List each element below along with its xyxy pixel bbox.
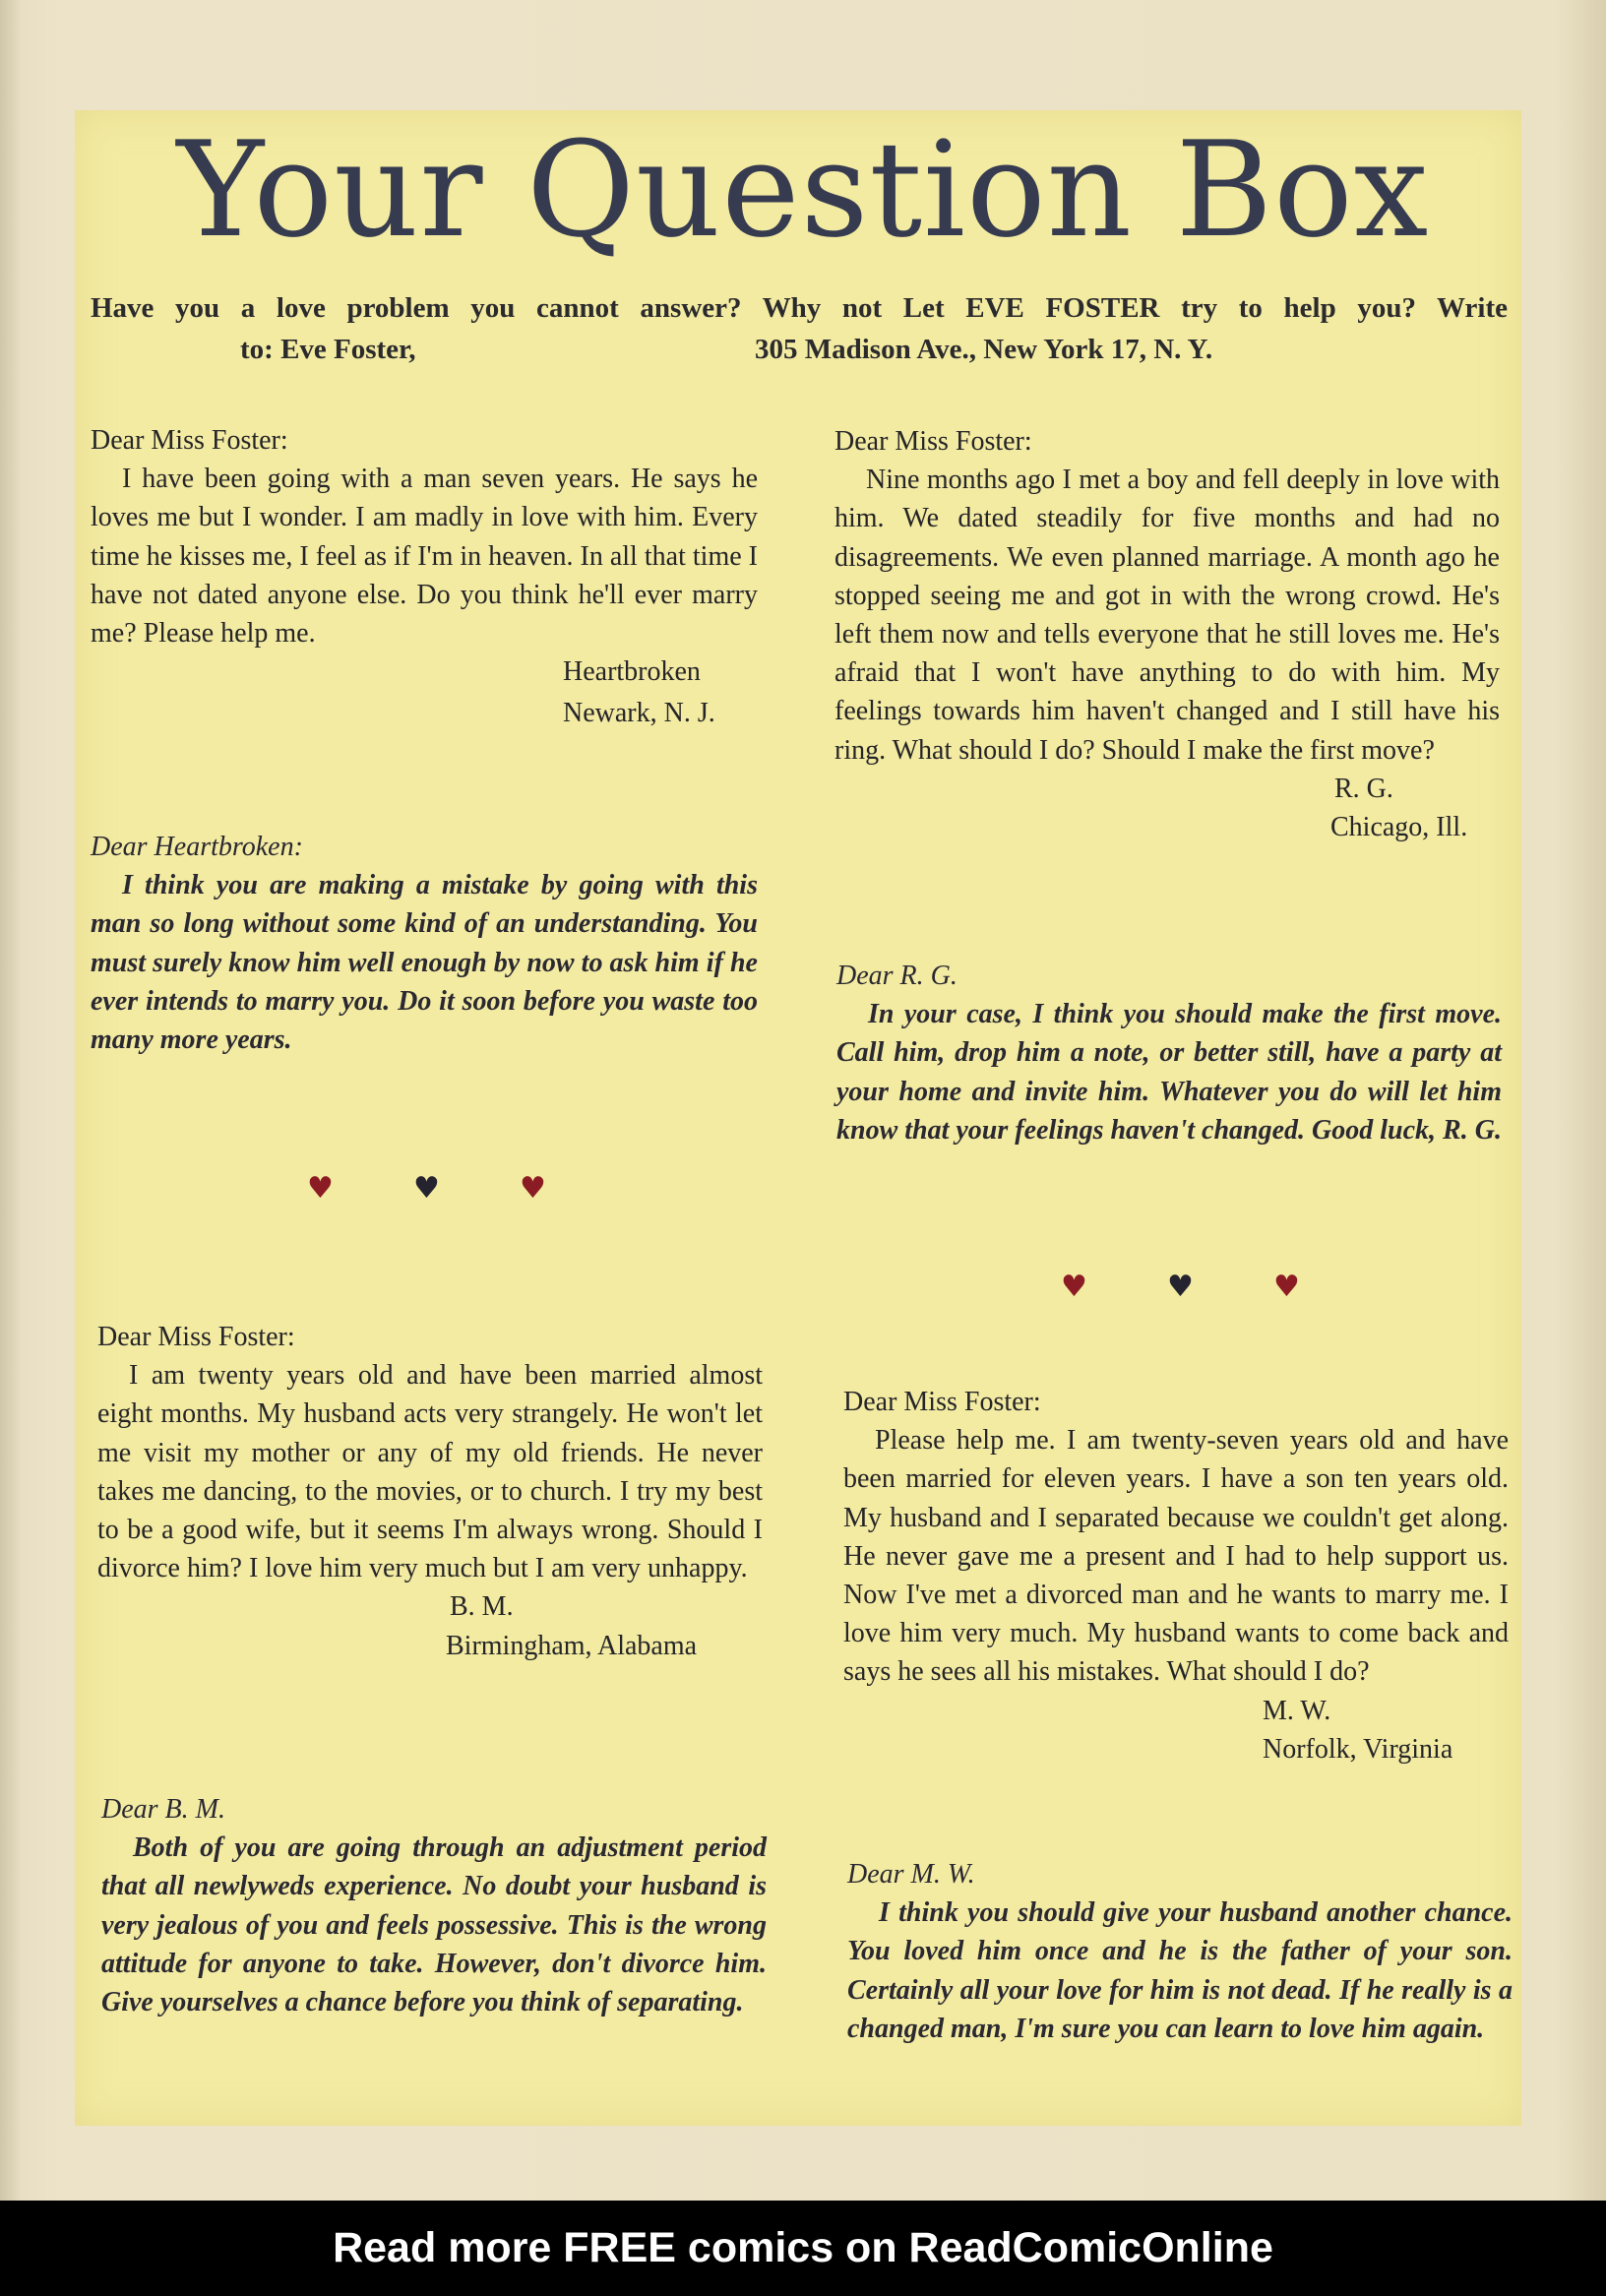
reply-body: In your case, I think you should make the first move. Call him, drop him a note, or better still, have a party at your home and invite him. Whatever you do will let him know that your feelings haven't changed. Good luck, R. G.	[836, 999, 1502, 1146]
letter-location: Chicago, Ill.	[1330, 812, 1468, 843]
reply-body: I think you are making a mistake by going with this man so long without some kind of an understanding. You must surely know him well enough by now to ask him if he ever intends to marry you. Do it soon before you waste too many more years.	[91, 870, 758, 1056]
heart-icon: ♥	[307, 1171, 334, 1206]
letter-body: I have been going with a man seven years. He says he loves me but I wonder. I am madly in love with him. Every time he kisses me, I feel as if I'm in heaven. In all that time I have not dated anyone else. Do you think he'll ever marry me? Please help me.	[91, 464, 758, 650]
letter-signature: M. W.	[1263, 1695, 1331, 1726]
intro-to: to: Eve Foster,	[240, 334, 416, 365]
footer-banner[interactable]: Read more FREE comics on ReadComicOnline	[0, 2201, 1606, 2296]
reply-mw	[847, 1855, 1513, 2048]
letter-greeting: Dear Miss Foster:	[834, 426, 1032, 457]
reply-greeting: Dear M. W.	[847, 1859, 975, 1890]
letter-location: Norfolk, Virginia	[1263, 1733, 1453, 1765]
reply-body: I think you should give your husband another chance. You loved him once and he is the father of your son. Certainly all your love for him is not dead. If he really is a changed man, I'm sure you can learn to love him again.	[847, 1897, 1513, 2044]
letter-body: Nine months ago I met a boy and fell deeply in love with him. We dated steadily for five months and had no disagreements. We even planned marriage. A month ago he stopped seeing me and got in with the wrong crowd. He's left them now and tells everyone that he still loves me. He's afraid that I won't have anything to do with him. My feelings towards him haven't changed and I still have his ring. What should I do? Should I make the first move?	[834, 465, 1500, 766]
heart-icon: ♥	[1273, 1270, 1300, 1304]
reply-body: Both of you are going through an adjustment period that all newlyweds experience. No doubt your husband is very jealous of you and feels possessive. This is the wrong attitude for anyone to take. However, don't divorce him. Give yourselves a chance before you think of separating.	[101, 1832, 767, 2018]
letter-signature: Heartbroken	[563, 656, 701, 688]
intro-address: 305 Madison Ave., New York 17, N. Y.	[755, 334, 1213, 365]
letter-bm	[97, 1318, 763, 1665]
reply-heartbroken	[91, 828, 758, 1059]
intro-text	[91, 287, 1508, 370]
letter-rg	[834, 422, 1500, 846]
letter-heartbroken	[91, 421, 758, 733]
letter-body: I am twenty years old and have been married almost eight months. My husband acts very strangely. He won't let me visit my mother or any of my old friends. He never takes me dancing, to the movies, or to church. I try my best to be a good wife, but it seems I'm always wrong. Should I divorce him? I love him very much but I am very unhappy.	[97, 1360, 763, 1584]
heart-icon: ♥	[413, 1171, 440, 1206]
intro-address-line	[91, 329, 1508, 370]
reply-bm	[101, 1790, 767, 2021]
letter-mw	[843, 1383, 1509, 1769]
letter-location: Newark, N. J.	[563, 698, 715, 729]
letter-greeting: Dear Miss Foster:	[843, 1387, 1041, 1417]
letter-body: Please help me. I am twenty-seven years old and have been married for eleven years. I have a son ten years old. My husband and I separated because we couldn't get along. He never gave me a present and I had to help support us. Now I've met a divorced man and he wants to marry me. I love him very much. My husband wants to come back and says he sees all his mistakes. What should I do?	[843, 1425, 1509, 1688]
letter-signature: R. G.	[1334, 773, 1393, 804]
letter-greeting: Dear Miss Foster:	[91, 425, 288, 456]
reply-greeting: Dear Heartbroken:	[91, 832, 303, 862]
reply-greeting: Dear B. M.	[101, 1794, 225, 1825]
heart-icon: ♥	[520, 1171, 546, 1206]
heart-icon: ♥	[1167, 1270, 1194, 1304]
page-title: Your Question Box	[176, 113, 1430, 267]
reply-rg	[836, 957, 1502, 1149]
letter-location: Birmingham, Alabama	[446, 1630, 698, 1661]
heart-icon: ♥	[1061, 1270, 1087, 1304]
letter-greeting: Dear Miss Foster:	[97, 1322, 295, 1352]
reply-greeting: Dear R. G.	[836, 961, 957, 991]
intro-line: Have you a love problem you cannot answer? Why not Let EVE FOSTER try to help you? Write	[91, 292, 1508, 324]
letter-signature: B. M.	[450, 1591, 514, 1623]
